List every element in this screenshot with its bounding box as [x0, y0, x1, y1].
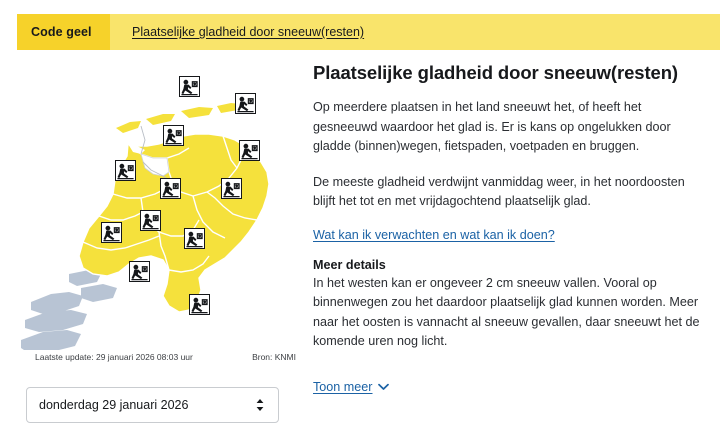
page-title: Plaatselijke gladheid door sneeuw(resten)	[313, 62, 678, 83]
warning-icon-drenthe[interactable]	[239, 140, 260, 161]
warning-icon-noord-holland[interactable]	[163, 125, 184, 146]
warning-icon-limburg[interactable]	[189, 294, 210, 315]
warning-banner-link[interactable]: Plaatselijke gladheid door sneeuw(resten)	[132, 25, 365, 39]
expectations-link[interactable]: Wat kan ik verwachten en wat kan ik doen?	[313, 227, 555, 242]
warning-icon-zuid-holland[interactable]	[101, 222, 122, 243]
slippery-road-warning-icon	[130, 262, 149, 281]
netherlands-map-svg	[17, 58, 302, 350]
article-paragraph-1: Op meerdere plaatsen in het land sneeuwt het, of heeft het gesneeuwd waardoor het glad is. Er is kans op ongelukken door gladde (binnen)wegen, fietspaden, voetpaden en bruggen.	[313, 100, 671, 154]
slippery-road-warning-icon	[240, 141, 259, 160]
map-last-update: Laatste update: 29 januari 2026 08:03 uur	[35, 352, 193, 362]
map-column	[17, 58, 302, 370]
chevron-up-down-icon	[254, 396, 266, 414]
details-heading: Meer details	[313, 257, 386, 272]
warning-icon-noord-holland-zuid[interactable]	[115, 160, 136, 181]
slippery-road-warning-icon	[102, 223, 121, 242]
warning-code-label: Code geel	[31, 25, 92, 39]
date-select[interactable]	[26, 387, 279, 423]
warning-icon-overijssel[interactable]	[221, 178, 242, 199]
slippery-road-warning-icon	[116, 161, 135, 180]
article-paragraph-2: De meeste gladheid verdwijnt vanmiddag weer, in het noordoosten blijft het tot en met vrijdagochtend plaatselijk glad.	[313, 174, 685, 209]
map-meta-row	[17, 352, 302, 370]
map-source: Bron: KNMI	[252, 352, 296, 362]
warning-icon-gelderland[interactable]	[184, 228, 205, 249]
slippery-road-warning-icon	[164, 126, 183, 145]
slippery-road-warning-icon	[222, 179, 241, 198]
map-neutral-regions	[21, 270, 117, 350]
show-more-label: Toon meer	[313, 379, 373, 394]
chevron-down-icon	[378, 378, 389, 396]
date-select-value: donderdag 29 januari 2026	[39, 398, 189, 412]
warning-icon-flevoland[interactable]	[160, 178, 181, 199]
warning-banner-link-area	[110, 14, 720, 50]
show-more-toggle[interactable]	[313, 378, 389, 396]
slippery-road-warning-icon	[185, 229, 204, 248]
warning-icon-groningen[interactable]	[235, 93, 256, 114]
article-column	[313, 62, 709, 396]
slippery-road-warning-icon	[180, 77, 199, 96]
slippery-road-warning-icon	[236, 94, 255, 113]
netherlands-warning-map[interactable]	[17, 58, 302, 350]
slippery-road-warning-icon	[161, 179, 180, 198]
warning-icon-utrecht[interactable]	[140, 210, 161, 231]
slippery-road-warning-icon	[141, 211, 160, 230]
details-body: In het westen kan er ongeveer 2 cm sneeuw vallen. Vooral op binnenwegen zou het daardoor plaatselijk glad kunnen worden. Meer naar het oosten is vannacht al sneeuw gevallen, daar sneeuwt het de komende uren nog licht.	[313, 275, 700, 349]
warning-banner	[17, 14, 720, 50]
warning-code-badge	[17, 14, 110, 50]
warning-icon-noord-brabant[interactable]	[129, 261, 150, 282]
slippery-road-warning-icon	[190, 295, 209, 314]
warning-icon-friesland[interactable]	[179, 76, 200, 97]
